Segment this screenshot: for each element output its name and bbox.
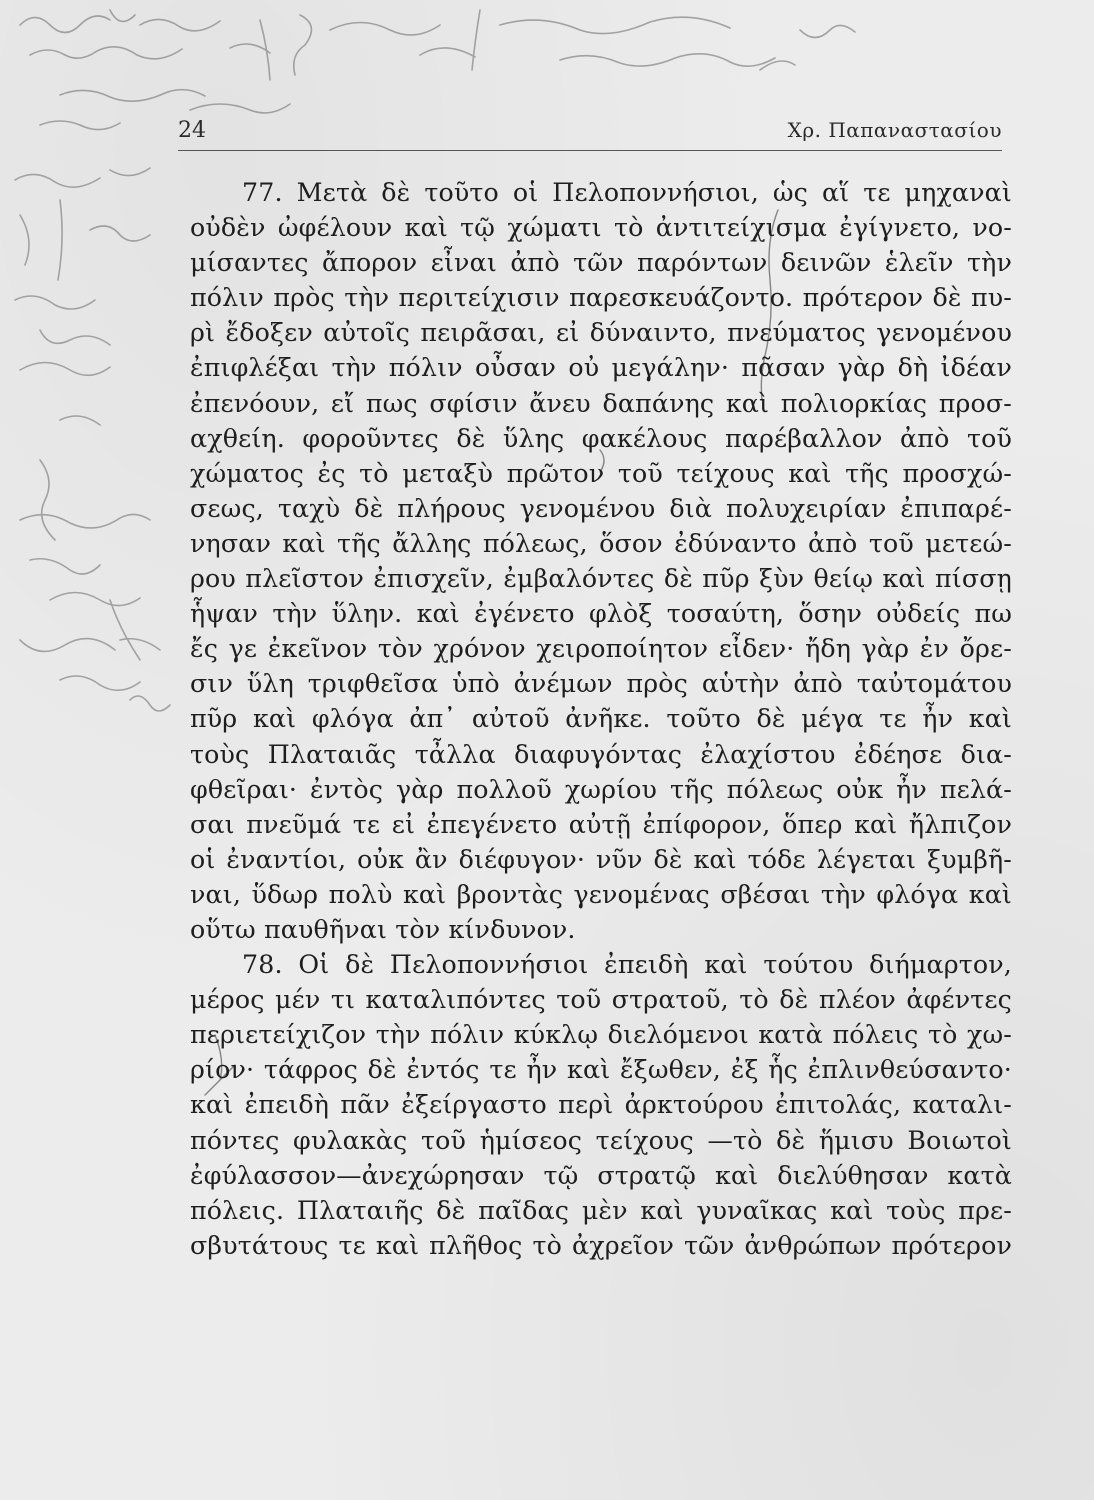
- text-line: ἐφύλασσον—ἀνεχώρησαν τῷ στρατῷ καὶ διελύθησαν κατὰ: [190, 1160, 1012, 1190]
- text-line: αχθείη. φοροῦντες δὲ ὕλης φακέλους παρέβαλλον ἀπὸ τοῦ: [190, 423, 1012, 453]
- text-line: ἔς γε ἐκεῖνον τὸν χρόνον χειροποίητον εἶδεν· ἤδη γὰρ ἐν ὄρε-: [190, 634, 1012, 664]
- text-line: νησαν καὶ τῆς ἄλλης πόλεως, ὅσον ἐδύναντο ἀπὸ τοῦ μετεώ-: [190, 528, 1012, 558]
- text-line: ρου πλεῖστον ἐπισχεῖν, ἐμβαλόντες δὲ πῦρ ξὺν θείῳ καὶ πίσσῃ: [190, 564, 1012, 594]
- text-line: περιετείχιζον τὴν πόλιν κύκλῳ διελόμενοι κατὰ πόλεις τὸ χω-: [190, 1020, 1012, 1050]
- text-line: πόλιν πρὸς τὴν περιτείχισιν παρεσκευάζοντο. πρότερον δὲ πυ-: [190, 283, 1012, 313]
- text-line: φθεῖραι· ἐντὸς γὰρ πολλοῦ χωρίου τῆς πόλεως οὐκ ἦν πελά-: [190, 774, 1012, 804]
- text-line: ἧψαν τὴν ὕλην. καὶ ἐγένετο φλὸξ τοσαύτη, ὅσην οὐδείς πω: [190, 599, 1012, 629]
- page-header: [178, 118, 1002, 150]
- header-rule: [178, 150, 1002, 151]
- text-line: σβυτάτους τε καὶ πλῆθος τὸ ἀχρεῖον τῶν ἀνθρώπων πρότερον: [190, 1230, 1012, 1260]
- text-line: ἐπενόουν, εἴ πως σφίσιν ἄνευ δαπάνης καὶ πολιορκίας προσ-: [190, 388, 1012, 418]
- text-line: σιν ὕλη τριφθεῖσα ὑπὸ ἀνέμων πρὸς αὑτὴν ἀπὸ ταὐτομάτου: [190, 669, 1012, 699]
- text-line: σαι πνεῦμά τε εἰ ἐπεγένετο αὐτῇ ἐπίφορον, ὅπερ καὶ ἤλπιζον: [190, 809, 1012, 839]
- text-line: ρὶ ἔδοξεν αὐτοῖς πειρᾶσαι, εἰ δύναιντο, πνεύματος γενομένου: [190, 318, 1012, 348]
- text-line: χώματος ἐς τὸ μεταξὺ πρῶτον τοῦ τείχους καὶ τῆς προσχώ-: [190, 458, 1012, 488]
- text-line: τοὺς Πλαταιᾶς τἆλλα διαφυγόντας ἐλαχίστου ἐδέησε δια-: [190, 739, 1012, 769]
- text-line: πόλεις. Πλαταιῆς δὲ παῖδας μὲν καὶ γυναῖκας καὶ τοὺς πρε-: [190, 1195, 1012, 1225]
- text-line: οὕτω παυθῆναι τὸν κίνδυνον.: [190, 914, 576, 944]
- text-line: ναι, ὕδωρ πολὺ καὶ βροντὰς γενομένας σβέσαι τὴν φλόγα καὶ: [190, 879, 1012, 909]
- text-line: οἱ ἐναντίοι, οὐκ ἂν διέφυγον· νῦν δὲ καὶ τόδε λέγεται ξυμβῆ-: [190, 844, 1012, 874]
- text-line: 77. Μετὰ δὲ τοῦτο οἱ Πελοποννήσιοι, ὡς αἵ τε μηχαναὶ: [242, 178, 1012, 207]
- text-line: μίσαντες ἄπορον εἶναι ἀπὸ τῶν παρόντων δεινῶν ἑλεῖν τὴν: [190, 248, 1012, 278]
- text-line: οὐδὲν ὠφέλουν καὶ τῷ χώματι τὸ ἀντιτείχισμα ἐγίγνετο, νο-: [190, 213, 1012, 243]
- text-line: 78. Οἱ δὲ Πελοποννήσιοι ἐπειδὴ καὶ τούτου διήμαρτον,: [242, 950, 1012, 980]
- text-line: ἐπιφλέξαι τὴν πόλιν οὖσαν οὐ μεγάλην· πᾶσαν γὰρ δὴ ἰδέαν: [190, 353, 1012, 383]
- text-line: σεως, ταχὺ δὲ πλήρους γενομένου διὰ πολυχειρίαν ἐπιπαρέ-: [190, 493, 1012, 523]
- text-line: πῦρ καὶ φλόγα ἀπ᾽ αὐτοῦ ἀνῆκε. τοῦτο δὲ μέγα τε ἦν καὶ: [190, 704, 1012, 734]
- text-line: καὶ ἐπειδὴ πᾶν ἐξείργαστο περὶ ἀρκτούρου ἐπιτολάς, καταλι-: [190, 1090, 1012, 1120]
- running-head: Χρ. Παπαναστασίου: [787, 118, 1002, 142]
- body-text: [190, 175, 1012, 1263]
- page-number: 24: [178, 118, 206, 143]
- text-line: μέρος μέν τι καταλιπόντες τοῦ στρατοῦ, τὸ δὲ πλέον ἀφέντες: [190, 985, 1012, 1015]
- text-line: ρίον· τάφρος δὲ ἐντός τε ἦν καὶ ἔξωθεν, ἐξ ἧς ἐπλινθεύσαντο·: [190, 1055, 1012, 1085]
- text-line: πόντες φυλακὰς τοῦ ἡμίσεος τείχους —τὸ δὲ ἥμισυ Βοιωτοὶ: [190, 1125, 1012, 1155]
